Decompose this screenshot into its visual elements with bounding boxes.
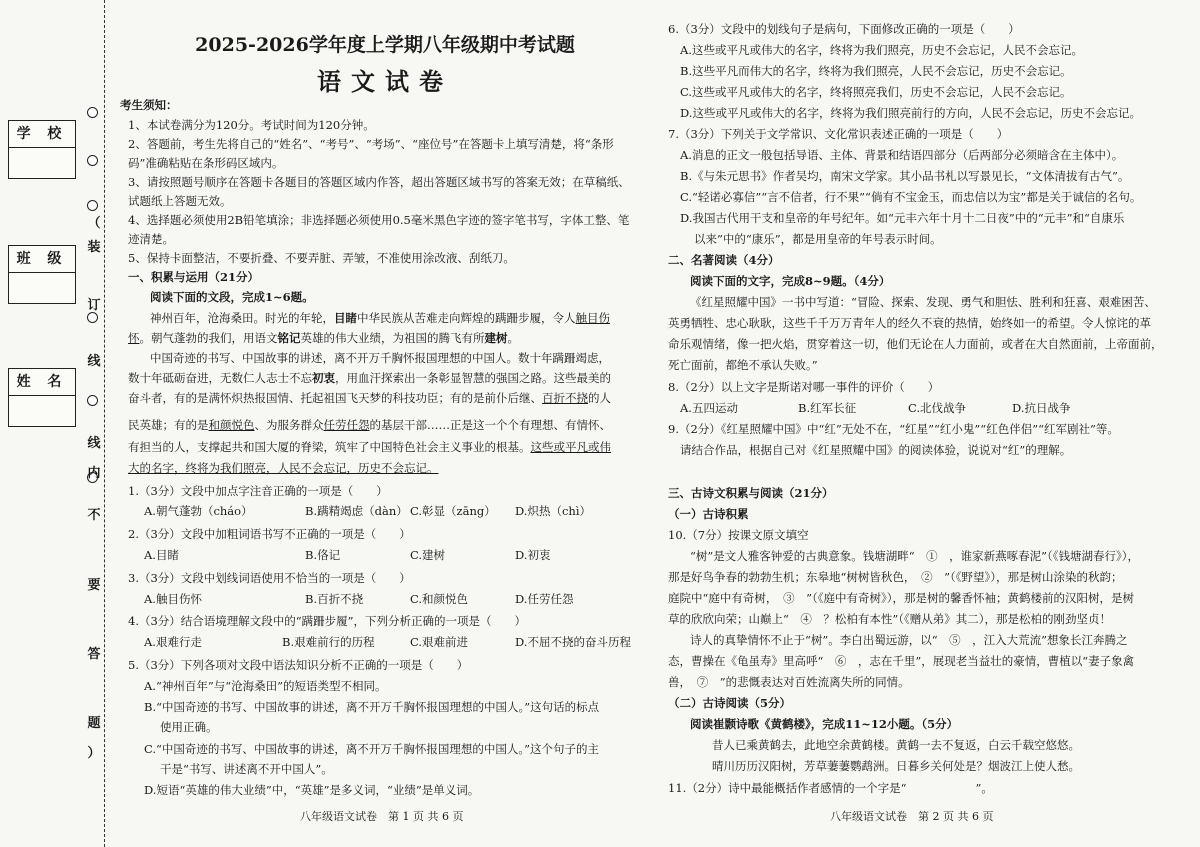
q7-option-d: D.我国古代用干支和皇帝的年号纪年。如“元丰六年十月十二日夜”中的“元丰”和“自康乐 — [680, 211, 1125, 225]
seal-char: ） — [87, 746, 101, 761]
q2-option-b: B.佫记 — [305, 548, 341, 562]
question-9-stem-cont: 请结合作品，根据自己对《红星照耀中国》的阅读体验，说说对“红”的理解。 — [680, 443, 1072, 457]
q10-text-line: 诗人的真挚情怀不止于“树”。李白出蜀远游，以“ ⑤ ，江入大荒流”想象长江奔腾之 — [690, 633, 1128, 647]
question-2-stem: 2.（3分）文段中加粗词语书写不正确的一项是（ ） — [128, 527, 411, 541]
section-1-heading: 一、积累与运用（21分） — [128, 270, 260, 284]
exam-subtitle: 语文试卷 — [317, 67, 453, 96]
q3-option-b: B.百折不挠 — [305, 592, 364, 606]
q4-option-d: D.不屈不挠的奋斗历程 — [515, 635, 631, 649]
q4-option-c: C.艰难前进 — [410, 635, 469, 649]
section-2-heading: 二、名著阅读（4分） — [668, 253, 780, 267]
question-4-stem: 4.（3分）结合语境理解文段中的“蹒跚步履”，下列分析正确的一项是（ ） — [128, 614, 527, 628]
note-line: 1、本试卷满分为120分。考试时间为120分钟。 — [128, 118, 375, 132]
binding-fold-line — [104, 0, 105, 847]
q8-option-a: A.五四运动 — [680, 401, 738, 415]
section-3-heading: 三、古诗文积累与阅读（21分） — [668, 486, 834, 500]
note-line: 试题纸上答题无效。 — [128, 194, 232, 208]
passage-line: 怀。朝气蓬勃的我们，用语文铭记英雄的伟大业绩，为祖国的腾飞有所建树。 — [128, 331, 519, 345]
note-line: 迹清楚。 — [128, 232, 174, 246]
binding-hole — [87, 395, 98, 406]
passage-line: 奋斗者，有的是满怀炽热报国情、托起祖国飞天梦的科技功臣；有的是前仆后继、百折不挠的人 — [128, 391, 611, 405]
section-3-sub1: （一）古诗积累 — [668, 507, 749, 521]
q7-option-b: B.《与朱元思书》作者吴均，南宋文学家。其小品书札以写景见长，“文体清拔有古气”。 — [680, 169, 1130, 183]
question-8-stem: 8.（2分）以上文字是斯诺对哪一事件的评价（ ） — [668, 380, 940, 394]
section-3-sub2: （二）古诗阅读（5分） — [668, 696, 792, 710]
passage-line: 中国奇迹的书写、中国故事的讲述，离不开万千胸怀报国理想的中国人。数十年蹒跚竭虑， — [150, 351, 610, 365]
q2-option-a: A.目睹 — [144, 548, 179, 562]
section-2-instruction: 阅读下面的文字，完成8~9题。（4分） — [690, 274, 891, 288]
q6-option-a: A.这些或平凡或伟大的名字，终将为我们照亮，历史不会忘记，人民不会忘记。 — [680, 43, 1083, 57]
question-9-stem: 9.（2分）《红星照耀中国》中“红”无处不在，“红星”“红小鬼”“红色伴侣”“红军剧社”等。 — [668, 422, 1119, 436]
binding-hole — [87, 200, 98, 211]
section-1-instruction: 阅读下面的文段，完成1~6题。 — [150, 290, 314, 304]
q8-option-c: C.北伐战争 — [908, 401, 967, 415]
school-field-box — [8, 120, 76, 179]
passage-line: 数十年砥砺奋进，无数仁人志士不忘初衷，用血汗探索出一条彰显智慧的强国之路。这些最美的 — [128, 371, 611, 385]
section-3-instruction: 阅读崔颢诗歌《黄鹤楼》，完成11~12小题。（5分） — [690, 717, 959, 731]
class-label: 班 级 — [9, 246, 75, 273]
binding-hole — [87, 107, 98, 118]
q7-option-a: A.消息的正文一般包括导语、主体、背景和结语四部分（后两部分必须暗含在主体中）。 — [680, 148, 1124, 162]
exam-title: 2025-2026学年度上学期八年级期中考试题 — [195, 34, 575, 56]
q3-option-c: C.和颜悦色 — [410, 592, 469, 606]
q5-option-a: A.“神州百年”与“沧海桑田”的短语类型不相同。 — [144, 679, 387, 693]
q5-option-c-cont: 干是“书写、讲述离不开中国人”。 — [160, 762, 333, 776]
page-2-footer: 八年级语文试卷 第 2 页 共 6 页 — [830, 810, 994, 823]
name-blank — [9, 396, 75, 426]
q5-option-b-cont: 使用正确。 — [160, 720, 218, 734]
novel-passage-line: 命乐观情绪，像一把火焰，贯穿着这一切，他们无论在人力面前，或者在大自然面前，上帝面前， — [668, 337, 1163, 351]
q1-option-b: B.蹒精竭虑（dàn） — [305, 504, 408, 518]
q6-option-d: D.这些或平凡或伟大的名字，终将为我们照亮前行的方向，人民不会忘记，历史不会忘记。 — [680, 106, 1141, 120]
q8-option-b: B.红军长征 — [798, 401, 857, 415]
seal-char: 内 — [87, 466, 101, 481]
class-blank — [9, 273, 75, 303]
q10-text-line: 草的欣欣向荣；山巅上“ ④ ？松柏有本性”（《赠从弟》其二），那是松柏的刚劲坚贞！ — [668, 612, 1112, 626]
passage-line: 神州百年，沧海桑田。时光的年轮，目睹中华民族从苦难走向辉煌的蹒跚步履，令人触目伤 — [150, 311, 610, 325]
note-line: 码”准确粘贴在条形码区域内。 — [128, 156, 284, 170]
seal-char: 装 — [87, 240, 101, 255]
question-10-stem: 10.（7分）按课文原文填空 — [668, 528, 809, 542]
q10-text-line: 态，曹操在《龟虽寿》里高呼“ ⑥ ，志在千里”，展现老当益壮的豪情，曹植以“妻子象禽 — [668, 654, 1135, 668]
q6-option-c: C.这些或平凡或伟大的名字，终将照亮我们，历史不会忘记，人民不会忘记。 — [680, 85, 1072, 99]
q8-option-d: D.抗日战争 — [1012, 401, 1071, 415]
q2-option-d: D.初衷 — [515, 548, 551, 562]
q3-option-a: A.触目伤怀 — [144, 592, 202, 606]
binding-hole — [87, 155, 98, 166]
q10-text-line: “树”是文人雅客钟爱的古典意象。钱塘湖畔“ ① ，谁家新燕啄春泥”（《钱塘湖春行》）， — [690, 549, 1140, 563]
note-line: 4、选择题必须使用2B铅笔填涂；非选择题必须使用0.5毫米黑色字迹的签字笔书写，字体工整、笔 — [128, 213, 630, 227]
poem-line: 晴川历历汉阳树，芳草萋萋鹦鹉洲。日暮乡关何处是？烟波江上使人愁。 — [712, 759, 1080, 773]
question-1-stem: 1.（3分）文段中加点字注音正确的一项是（ ） — [128, 484, 388, 498]
q10-text-line: 那是好鸟争春的勃勃生机；东皋地“树树皆秋色， ② ”（《野望》），那是树山涂染的秋韵； — [668, 570, 1123, 584]
poem-line: 昔人已乘黄鹤去，此地空余黄鹤楼。黄鹤一去不复返，白云千载空悠悠。 — [712, 738, 1080, 752]
q6-option-b: B.这些平凡而伟大的名字，终将为我们照亮，人民不会忘记，历史不会忘记。 — [680, 64, 1072, 78]
question-3-stem: 3.（3分）文段中划线词语使用不恰当的一项是（ ） — [128, 571, 411, 585]
passage-line: 民英雄；有的是和颜悦色、为服务群众任劳任怨的基层干部……正是这一个个有理想、有情怀、 — [128, 418, 611, 432]
q7-option-c: C.“轻诺必寡信”“言不信者，行不果”“倘有不宝金玉，而忠信以为宝”都是关于诚信的名句。 — [680, 190, 1142, 204]
seal-char: 订 — [87, 298, 101, 313]
note-line: 5、保持卡面整洁，不要折叠、不要弄脏、弄皱，不准使用涂改液、刮纸刀。 — [128, 251, 515, 265]
passage-line: 大的名字，终将为我们照亮，人民不会忘记，历史不会忘记。 — [128, 461, 439, 475]
passage-line: 有担当的人，支撑起共和国大厦的脊梁，筑牢了中国特色社会主义事业的根基。这些或平凡或伟 — [128, 440, 611, 454]
seal-char: 答 — [87, 647, 101, 662]
page-1-footer: 八年级语文试卷 第 1 页 共 6 页 — [300, 810, 464, 823]
q10-text-line: 兽， ⑦ ”的悲慨表达对百姓流离失所的同情。 — [668, 675, 910, 689]
name-label: 姓 名 — [9, 369, 75, 396]
novel-passage-line: 死亡面前，都绝不承认失败。” — [668, 358, 818, 372]
q10-text-line: 庭院中“庭中有奇树， ③ ”（《庭中有奇树》），那是树的馨香怀袖；黄鹤楼前的汉阳树，是树 — [668, 591, 1135, 605]
school-label: 学 校 — [9, 121, 75, 148]
q4-option-b: B.艰难前行的历程 — [282, 635, 375, 649]
question-6-stem: 6.（3分）文段中的划线句子是病句，下面修改正确的一项是（ ） — [668, 22, 1020, 36]
seal-char: 要 — [87, 578, 101, 593]
novel-passage-line: 《红星照耀中国》一书中写道：“冒险、探索、发现、勇气和胆怯、胜利和狂喜、艰难困苦、 — [690, 295, 1156, 309]
q5-option-b: B.“中国奇迹的书写、中国故事的讲述，离不开万千胸怀报国理想的中国人。”这句话的标点 — [144, 700, 600, 714]
question-5-stem: 5.（3分）下列各项对文段中语法知识分析不正确的一项是（ ） — [128, 658, 469, 672]
seal-char: 不 — [87, 508, 101, 523]
novel-passage-line: 英勇牺牲、忠心耿耿，这些千千万万青年人的经久不衰的热情，始终如一的希望。令人惊诧的革 — [668, 316, 1151, 330]
seal-char: 线 — [87, 354, 101, 369]
class-field-box — [8, 245, 76, 304]
q1-option-d: D.炽热（chì） — [515, 504, 591, 518]
seal-char: 线 — [87, 436, 101, 451]
question-11-stem: 11.（2分）诗中最能概括作者感情的一个字是“ ”。 — [668, 781, 993, 795]
q1-option-c: C.彰显（zāng） — [410, 504, 496, 518]
q5-option-d: D.短语“英雄的伟大业绩”中，“英雄”是多义词，“业绩”是单义词。 — [144, 783, 480, 797]
q7-option-d-cont: 以来”中的“康乐”，都是用皇帝的年号表示时间。 — [694, 232, 942, 246]
question-7-stem: 7.（3分）下列关于文学常识、文化常识表述正确的一项是（ ） — [668, 127, 1009, 141]
q2-option-c: C.建树 — [410, 548, 446, 562]
q4-option-a: A.艰难行走 — [144, 635, 202, 649]
seal-char: 题 — [87, 716, 101, 731]
q1-option-a: A.朝气蓬勃（cháo） — [144, 504, 253, 518]
binding-hole — [87, 312, 98, 323]
school-blank — [9, 148, 75, 178]
notes-heading: 考生须知： — [120, 98, 178, 112]
note-line: 3、请按照题号顺序在答题卡各题目的答题区域内作答，超出答题区域书写的答案无效；在草稿纸、 — [128, 175, 630, 189]
seal-char: （ — [87, 216, 101, 231]
name-field-box — [8, 368, 76, 427]
q5-option-c: C.“中国奇迹的书写、中国故事的讲述，离不开万千胸怀报国理想的中国人。”这个句子的主 — [144, 742, 600, 756]
q3-option-d: D.任劳任怨 — [515, 592, 574, 606]
note-line: 2、答题前，考生先将自己的“姓名”、“考号”、“考场”、“座位号”在答题卡上填写清楚，将“条形 — [128, 137, 614, 151]
